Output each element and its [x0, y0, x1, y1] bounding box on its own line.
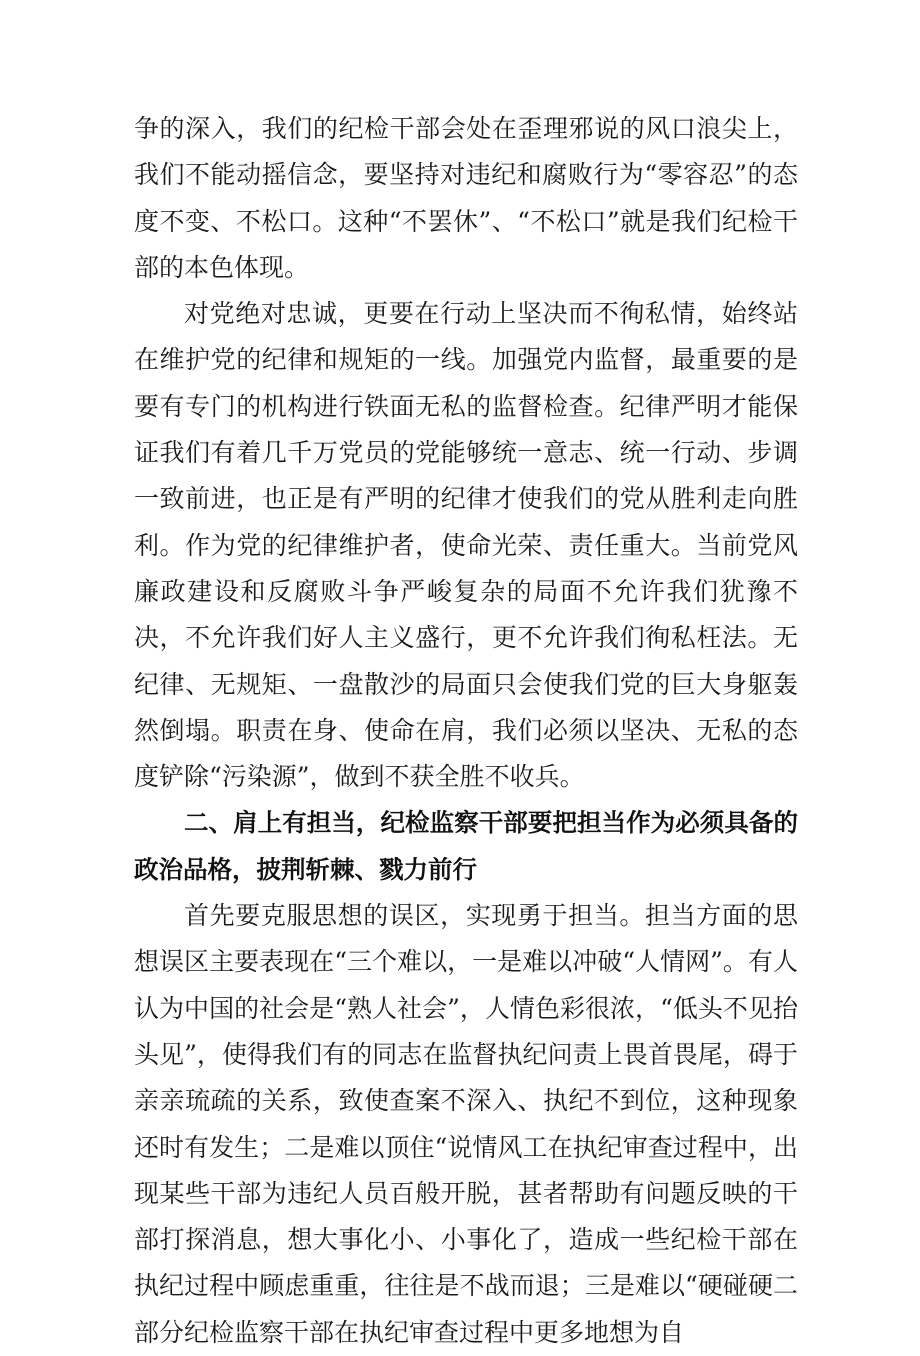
document-body [134, 106, 798, 1356]
paragraph-continued: 争的深入，我们的纪检干部会处在歪理邪说的风口浪尖上，我们不能动摇信念，要坚持对违纪和腐败行为“零容忍”的态度不变、不松口。这种“不罢休”、“不松口”就是我们纪检干部的本色体现。 [134, 114, 798, 282]
section-heading-2: 二、肩上有担当，纪检监察干部要把担当作为必须具备的政治品格，披荆斩棘、戮力前行 [134, 808, 798, 884]
paragraph-overcome-misconceptions: 首先要克服思想的误区，实现勇于担当。担当方面的思想误区主要表现在“三个难以，一是难以冲破“人情网”。有人认为中国的社会是“熟人社会”，人情色彩很浓，“低头不见抬头见”，使得我们有的同志在监督执纪问责上畏首畏尾，碍于亲亲琉疏的关系，致使查案不深入、执纪不到位，这种现象还时有发生；二是难以顶住“说情风工在执纪审查过程中，出现某些干部为违纪人员百般开脱，甚者帮助有问题反映的干部打探消息，想大事化小、小事化了，造成一些纪检干部在执纪过程中顾虑重重，往往是不战而退；三是难以“硬碰硬二部分纪检监察干部在执纪审查过程中更多地想为自 [134, 901, 798, 1347]
paragraph-party-loyalty: 对党绝对忠诚，更要在行动上坚决而不徇私情，始终站在维护党的纪律和规矩的一线。加强党内监督，最重要的是要有专门的机构进行铁面无私的监督检查。纪律严明才能保证我们有着几千万党员的党能够统一意志、统一行动、步调一致前进，也正是有严明的纪律才使我们的党从胜利走向胜利。作为党的纪律维护者，使命光荣、责任重大。当前党风廉政建设和反腐败斗争严峻复杂的局面不允许我们犹豫不决，不允许我们好人主义盛行，更不允许我们徇私枉法。无纪律、无规矩、一盘散沙的局面只会使我们党的巨大身躯轰然倒塌。职责在身、使命在肩，我们必须以坚决、无私的态度铲除“污染源”，做到不获全胜不收兵。 [134, 299, 798, 792]
